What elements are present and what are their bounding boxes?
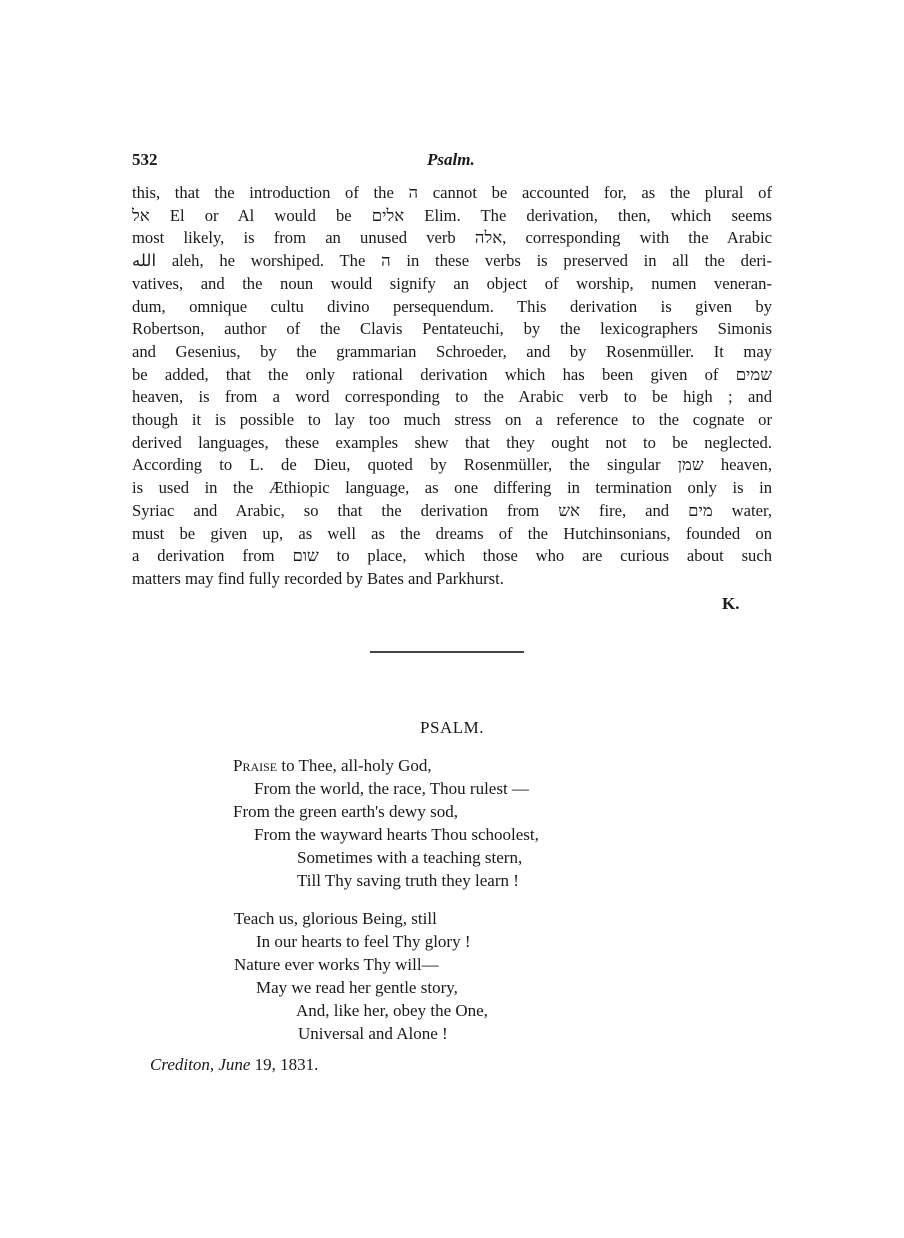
prose-line: and Gesenius, by the grammarian Schroeder, and by Rosenmüller. It may: [132, 341, 772, 361]
running-head: [132, 150, 772, 174]
poem-first-word: Praise: [233, 756, 278, 775]
section-divider: [370, 651, 524, 653]
prose-line: Robertson, author of the Clavis Pentateuchi, by the lexicographers Simonis: [132, 319, 772, 339]
poem-line: And, like her, obey the One,: [296, 1001, 488, 1020]
prose-line: אל El or Al would be אלים Elim. The derivation, then, which seems: [132, 205, 772, 225]
prose-line: is used in the Æthiopic language, as one differing in termination only is in: [132, 478, 772, 498]
prose-line: vatives, and the noun would signify an object of worship, numen veneran-: [132, 273, 772, 293]
dateline-month: June: [218, 1055, 251, 1074]
prose-line: matters may find fully recorded by Bates and Parkhurst.: [132, 568, 504, 588]
poem-line: From the wayward hearts Thou schoolest,: [254, 825, 539, 844]
prose-line: dum, omnique cultu divino persequendum. This derivation is given by: [132, 296, 772, 316]
prose-line: though it is possible to lay too much stress on a reference to the cognate or: [132, 410, 772, 430]
poem-line: Teach us, glorious Being, still: [234, 909, 437, 928]
running-title: Psalm.: [427, 150, 475, 169]
dateline: [150, 1055, 318, 1075]
dateline-place: Crediton,: [150, 1055, 215, 1074]
page-number: 532: [132, 150, 158, 169]
poem-line: May we read her gentle story,: [256, 978, 458, 997]
prose-line: derived languages, these examples shew that they ought not to be neglected.: [132, 432, 772, 452]
prose-line: most likely, is from an unused verb אלה, corresponding with the Arabic: [132, 228, 772, 248]
poem-title: PSALM.: [420, 718, 484, 737]
poem-line: Till Thy saving truth they learn !: [297, 871, 519, 890]
prose-line: الله aleh, he worshiped. The ה in these verbs is preserved in all the deri-: [132, 251, 772, 271]
poem-line: From the world, the race, Thou rulest —: [254, 779, 529, 798]
prose-body: [132, 182, 772, 591]
prose-line: be added, that the only rational derivation which has been given of שמים: [132, 364, 772, 384]
prose-line: must be given up, as well as the dreams of the Hutchinsonians, founded on: [132, 523, 772, 543]
poem-line: Nature ever works Thy will—: [234, 955, 439, 974]
prose-line: Syriac and Arabic, so that the derivation from אש fire, and מים water,: [132, 500, 772, 520]
poem-line: Praise to Thee, all-holy God,: [233, 756, 432, 775]
poem-line: From the green earth's dewy sod,: [233, 802, 458, 821]
prose-line: a derivation from שום to place, which those who are curious about such: [132, 546, 772, 566]
prose-line: heaven, is from a word corresponding to the Arabic verb to be high ; and: [132, 387, 772, 407]
prose-line: According to L. de Dieu, quoted by Rosenmüller, the singular שמן heaven,: [132, 455, 772, 475]
poem-line: Sometimes with a teaching stern,: [297, 848, 523, 867]
dateline-date: 19, 1831.: [254, 1055, 319, 1074]
prose-line: this, that the introduction of the ה cannot be accounted for, as the plural of: [132, 183, 772, 202]
poem-line: In our hearts to feel Thy glory !: [256, 932, 471, 951]
author-signature: K.: [722, 594, 740, 613]
poem-line: Universal and Alone !: [298, 1024, 448, 1043]
